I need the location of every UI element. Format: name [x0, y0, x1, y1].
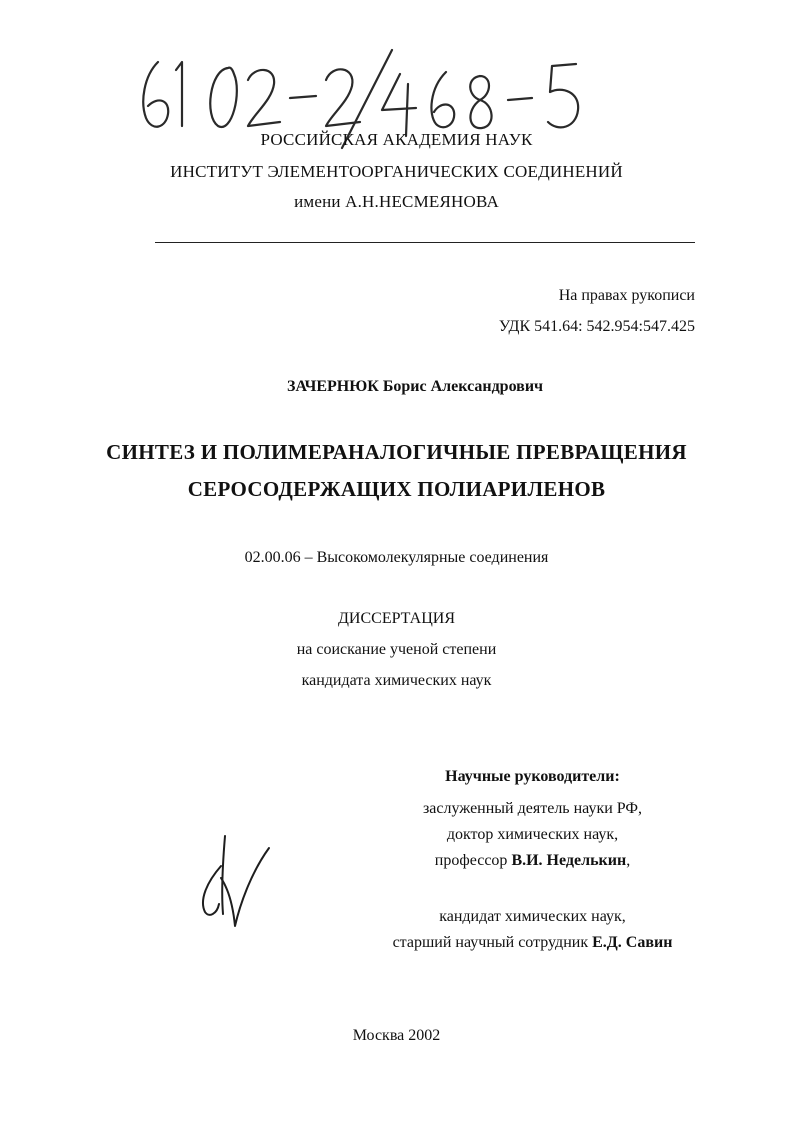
thesis-title-line-1: СИНТЕЗ И ПОЛИМЕРАНАЛОГИЧНЫЕ ПРЕВРАЩЕНИЯ: [106, 440, 687, 464]
author-name: ЗАЧЕРНЮК Борис Александрович: [287, 378, 544, 395]
handwritten-signature: [195, 830, 285, 930]
header-divider: [155, 242, 695, 243]
advisor-2-position: [380, 930, 685, 956]
degree-purpose: на соискание ученой степени: [296, 641, 497, 658]
advisor-1-position: [380, 848, 685, 874]
advisors-heading: Научные руководители:: [445, 768, 620, 785]
advisor-2-rank: старший научный сотрудник: [392, 934, 593, 951]
degree-name: кандидата химических наук: [301, 672, 492, 689]
thesis-title-line-2: СЕРОСОДЕРЖАЩИХ ПОЛИАРИЛЕНОВ: [187, 477, 606, 501]
advisor-1-title: заслуженный деятель науки РФ,: [422, 800, 643, 817]
advisor-2-degree: кандидат химических наук,: [439, 908, 626, 925]
academy-name: РОССИЙСКАЯ АКАДЕМИЯ НАУК: [260, 130, 533, 149]
city-year: Москва 2002: [352, 1027, 441, 1044]
dissertation-label: ДИССЕРТАЦИЯ: [338, 610, 455, 627]
advisor-1-rank: профессор: [434, 852, 512, 869]
advisor-1-name: В.И. Неделькин: [511, 852, 627, 869]
advisor-2-name: Е.Д. Савин: [592, 934, 673, 951]
scientific-advisors: [380, 764, 685, 956]
specialty-code: 02.00.06 – Высокомолекулярные соединения: [244, 549, 549, 566]
udc-code: УДК 541.64: 542.954:547.425: [498, 318, 695, 335]
advisor-1-degree: доктор химических наук,: [446, 826, 619, 843]
manuscript-rights: На правах рукописи: [558, 287, 695, 304]
institute-dedication: имени А.Н.НЕСМЕЯНОВА: [294, 192, 499, 211]
advisor-1-suffix: ,: [626, 852, 631, 869]
institute-name: ИНСТИТУТ ЭЛЕМЕНТООРГАНИЧЕСКИХ СОЕДИНЕНИЙ: [170, 162, 623, 181]
